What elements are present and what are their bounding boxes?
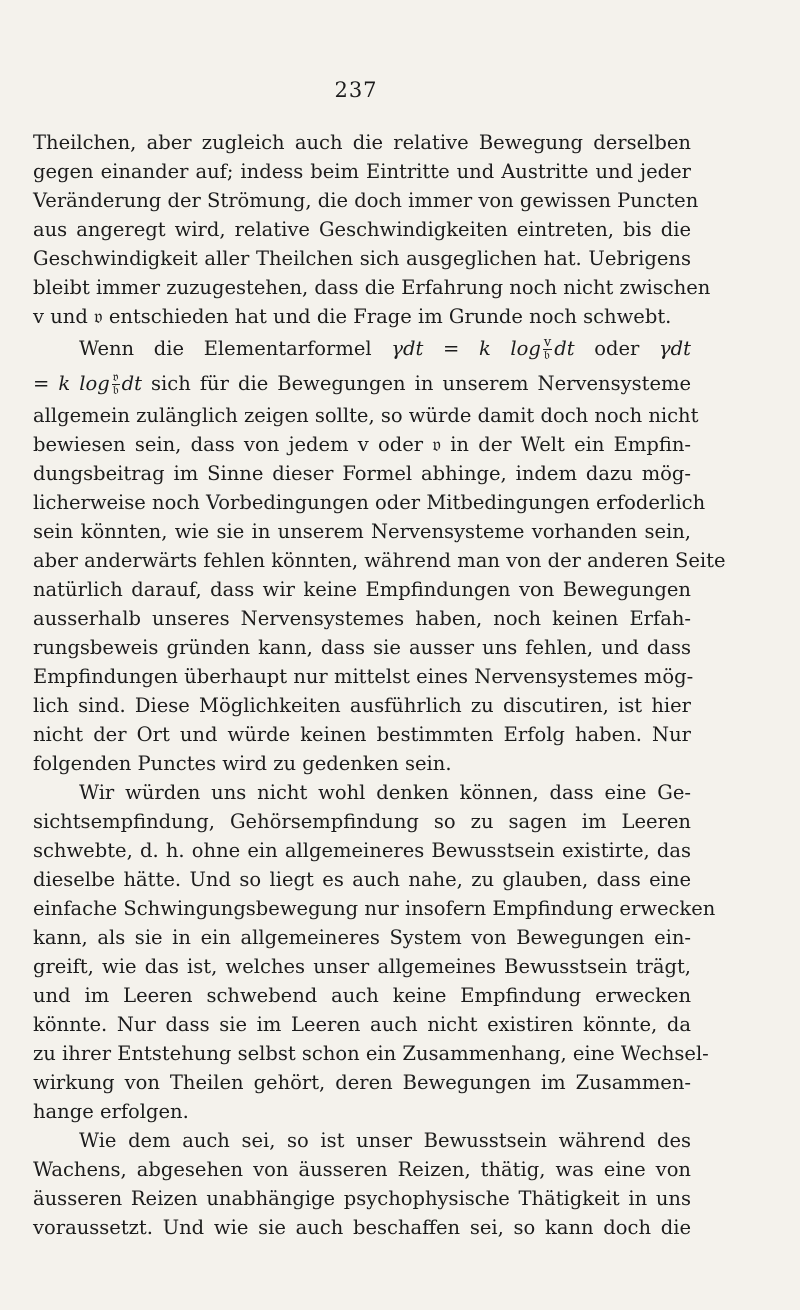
- text-line: greift, wie das ist, welches unser allgemeines Bewusstsein trägt,: [33, 955, 691, 978]
- text-line: Wir würden uns nicht wohl denken können, dass eine Ge-: [79, 781, 691, 804]
- text-line: Veränderung der Strömung, die doch immer von gewissen Puncten: [33, 189, 699, 212]
- text-line: bewiesen sein, dass von jedem v oder 𝔳 in der Welt ein Empfin-: [33, 433, 691, 456]
- text-line: einfache Schwingungsbewegung nur insofern Empfindung erwecken: [33, 897, 716, 920]
- text-line: natürlich darauf, dass wir keine Empfindungen von Bewegungen: [33, 578, 691, 601]
- text-line: hange erfolgen.: [33, 1100, 189, 1123]
- fraction-denominator: 𝔟: [543, 348, 550, 363]
- text-line: gegen einander auf; indess beim Eintritte und Austritte und jeder: [33, 160, 691, 183]
- formula-math: dt: [554, 337, 575, 360]
- text-line: könnte. Nur dass sie im Leeren auch nicht existiren könnte, da: [33, 1013, 691, 1036]
- text-line: rungsbeweis gründen kann, dass sie ausser uns fehlen, und dass: [33, 636, 691, 659]
- fraction-numerator: 𝔳: [112, 370, 119, 385]
- text-line: allgemein zulänglich zeigen sollte, so würde damit doch noch nicht: [33, 404, 699, 427]
- text-line: Theilchen, aber zugleich auch die relative Bewegung derselben: [33, 131, 691, 154]
- page-body: [33, 128, 726, 1242]
- fraction-numerator: v: [543, 335, 552, 350]
- formula-math: γdt = k log: [391, 337, 541, 360]
- text-line: schwebte, d. h. ohne ein allgemeineres Bewusstsein existirte, das: [33, 839, 691, 862]
- text-line: sichtsempfindung, Gehörsempfindung so zu sagen im Leeren: [33, 810, 691, 833]
- text-line: Empfindungen überhaupt nur mittelst eines Nervensystemes mög-: [33, 665, 694, 688]
- fraction-denominator: 𝔟: [112, 383, 119, 398]
- formula-line-2: [33, 366, 691, 401]
- formula-line-1: [33, 331, 691, 366]
- formula-math: dt: [121, 372, 142, 395]
- text-line: äusseren Reizen unabhängige psychophysische Thätigkeit in uns: [33, 1187, 691, 1210]
- text-line: wirkung von Theilen gehört, deren Bewegungen im Zusammen-: [33, 1071, 691, 1094]
- fraction: [112, 372, 120, 397]
- text-line: aus angeregt wird, relative Geschwindigkeiten eintreten, bis die: [33, 218, 691, 241]
- page-number: 237: [334, 78, 378, 102]
- text-line: zu ihrer Entstehung selbst schon ein Zusammenhang, eine Wechsel-: [33, 1042, 709, 1065]
- formula-text: sich für die Bewegungen in unserem Nervensysteme: [151, 372, 692, 395]
- text-line: nicht der Ort und würde keinen bestimmten Erfolg haben. Nur: [33, 723, 691, 746]
- text-line: dungsbeitrag im Sinne dieser Formel abhinge, indem dazu mög-: [33, 462, 691, 485]
- text-line: sein könnten, wie sie in unserem Nervensysteme vorhanden sein,: [33, 520, 691, 543]
- text-line: aber anderwärts fehlen könnten, während man von der anderen Seite: [33, 549, 726, 572]
- text-line: Geschwindigkeit aller Theilchen sich ausgeglichen hat. Uebrigens: [33, 247, 691, 270]
- text-line: und im Leeren schwebend auch keine Empfindung erwecken: [33, 984, 691, 1007]
- fraction: [543, 337, 552, 362]
- text-line: licherweise noch Vorbedingungen oder Mitbedingungen erfoderlich: [33, 491, 706, 514]
- text-line: v und 𝔳 entschieden hat und die Frage im Grunde noch schwebt.: [33, 305, 672, 328]
- text-line: Wachens, abgesehen von äusseren Reizen, thätig, was eine von: [33, 1158, 691, 1181]
- text-line: folgenden Punctes wird zu gedenken sein.: [33, 752, 452, 775]
- formula-math: = k log: [33, 372, 110, 395]
- text-line: kann, als sie in ein allgemeineres System von Bewegungen ein-: [33, 926, 691, 949]
- text-line: dieselbe hätte. Und so liegt es auch nahe, zu glauben, dass eine: [33, 868, 691, 891]
- text-line: lich sind. Diese Möglichkeiten ausführlich zu discutiren, ist hier: [33, 694, 691, 717]
- text-line: bleibt immer zuzugestehen, dass die Erfahrung noch nicht zwischen: [33, 276, 711, 299]
- text-line: ausserhalb unseres Nervensystemes haben, noch keinen Erfah-: [33, 607, 691, 630]
- formula-text: oder: [594, 337, 640, 360]
- text-line: Wie dem auch sei, so ist unser Bewusstsein während des: [79, 1129, 691, 1152]
- text-line: voraussetzt. Und wie sie auch beschaffen sei, so kann doch die: [33, 1216, 691, 1239]
- formula-math: γdt: [659, 337, 692, 360]
- formula-text: Wenn die Elementarformel: [79, 337, 372, 360]
